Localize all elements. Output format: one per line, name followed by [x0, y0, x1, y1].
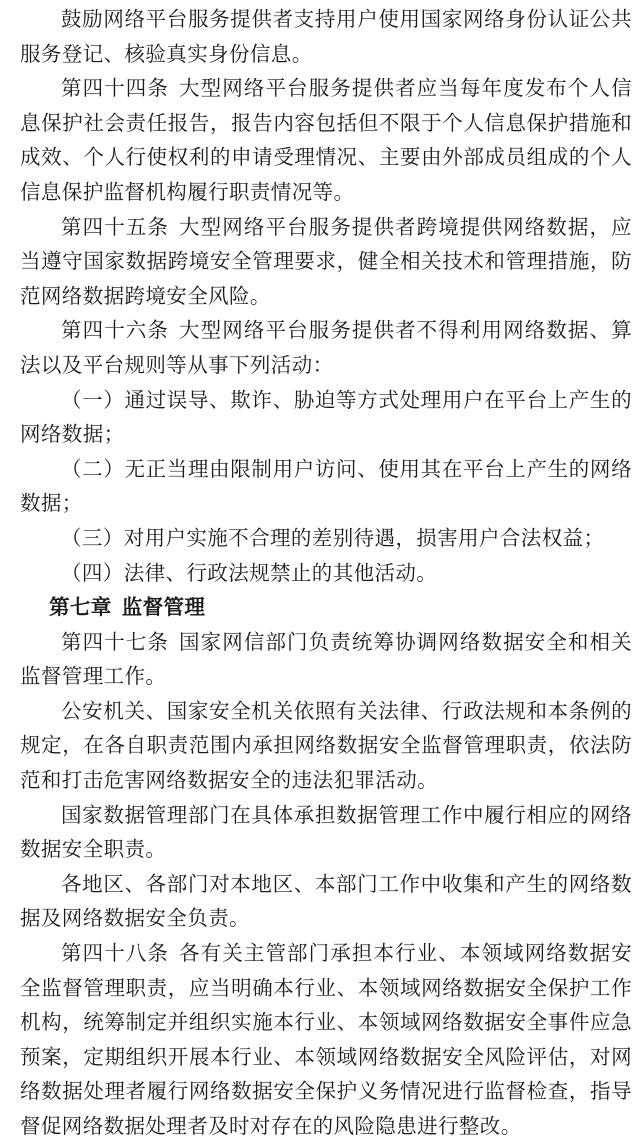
paragraph-text: 公安机关、国家安全机关依照有关法律、行政法规和本条例的规定，在各自职责范围内承担网络数据安全监督管理职责，依法防范和打击危害网络数据安全的违法犯罪活动。: [20, 698, 632, 793]
paragraph-text: 国家网信部门负责统筹协调网络数据安全和相关监督管理工作。: [20, 629, 633, 689]
paragraph-text: （一）通过误导、欺诈、胁迫等方式处理用户在平台上产生的网络数据；: [20, 387, 632, 447]
article-number: 第四十七条: [61, 629, 170, 654]
article-number: 第四十五条: [61, 214, 170, 239]
list-item-1: [20, 383, 632, 452]
article-45: [20, 210, 632, 314]
paragraph-text: 鼓励网络平台服务提供者支持用户使用国家网络身份认证公共服务登记、核验真实身份信息。: [20, 7, 632, 66]
article-47: [20, 625, 632, 694]
chapter-heading: [20, 590, 632, 625]
list-item-4: [20, 556, 632, 591]
paragraph-text: （三）对用户实施不合理的差别待遇，损害用户合法权益；: [61, 525, 605, 550]
article-46: [20, 313, 632, 382]
chapter-number: 第七章: [49, 595, 112, 620]
paragraph-q2: [20, 798, 632, 867]
paragraph-text: 国家数据管理部门在具体承担数据管理工作中履行相应的网络数据安全职责。: [20, 802, 632, 862]
paragraph-text: （二）无正当理由限制用户访问、使用其在平台上产生的网络数据；: [20, 456, 632, 516]
paragraph-text: 各有关主管部门承担本行业、本领域网络数据安全监督管理职责，应当明确本行业、本领域网络数据安全保护工作机构，统筹制定并组织实施本行业、本领域网络数据安全事件应急预案，定期组织开展本行业、本领域网络数据安全风险评估，对网络数据处理者履行网络数据安全保护义务情况进行监督检查，指导督促网络数据处理者及时对存在的风险隐患进行整改。: [20, 941, 633, 1138]
paragraph-text: 大型网络平台服务提供者跨境提供网络数据，应当遵守国家数据跨境安全管理要求，健全相关技术和管理措施，防范网络数据跨境安全风险。: [20, 214, 633, 308]
paragraph-q1: [20, 694, 632, 798]
paragraph-text: 大型网络平台服务提供者不得利用网络数据、算法以及平台规则等从事下列活动：: [20, 318, 633, 377]
paragraph-text: （四）法律、行政法规禁止的其他活动。: [61, 560, 438, 585]
document-page: [20, 2, 632, 1144]
paragraph-text: 各地区、各部门对本地区、本部门工作中收集和产生的网络数据及网络数据安全负责。: [20, 871, 632, 931]
article-number: 第四十八条: [61, 941, 170, 966]
article-number: 第四十四条: [61, 76, 170, 101]
article-48: [20, 936, 632, 1144]
list-item-3: [20, 521, 632, 556]
article-number: 第四十六条: [61, 318, 170, 343]
article-44: [20, 71, 632, 209]
paragraph-q3: [20, 867, 632, 936]
chapter-title: 监督管理: [121, 595, 206, 620]
list-item-2: [20, 452, 632, 521]
paragraph-text: 大型网络平台服务提供者应当每年度发布个人信息保护社会责任报告，报告内容包括但不限于个人信息保护措施和成效、个人行使权利的申请受理情况、主要由外部成员组成的个人信息保护监督机构履行职责情况等。: [20, 76, 633, 204]
paragraph-p0: [20, 2, 632, 71]
